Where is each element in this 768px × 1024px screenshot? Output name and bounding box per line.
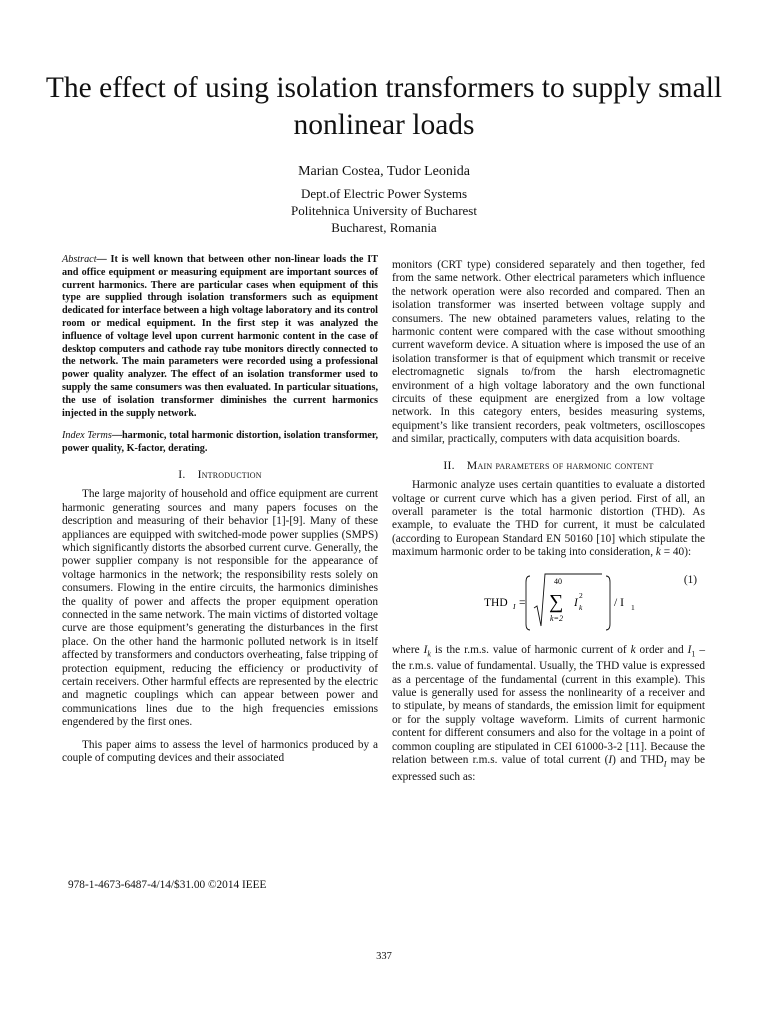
eq-term-sup: 2	[579, 590, 583, 600]
index-terms-lead: Index Terms	[62, 430, 112, 442]
author-department: Dept.of Electric Power Systems	[300, 186, 468, 201]
author-names: Marian Costea, Tudor Leonida	[298, 164, 470, 179]
equation-1	[392, 568, 705, 638]
eq-right-paren	[606, 576, 610, 630]
section-2-title: Main parameters of harmonic content	[466, 457, 654, 472]
eq-div-sub: 1	[631, 602, 635, 612]
section-1-title: Introduction	[197, 466, 262, 481]
page-number: 337	[376, 951, 392, 962]
abstract-text: — It is well known that between other non-linear loads the IT and office equipment or measuring equipment are important sources of current harmonics. There are particular cases when equipment of this type are supplied through isolation transformers such as equipment dedicated for interface between a high voltage laboratory and its control room or medical equipment. In the first step it was analyzed the influence of voltage level upon current harmonic content in the case of desktop computers and cathode ray tube monitors directly connected to the network. The main parameters were recorded using a professional power quality analyzer. The effect of an isolation transformer used to supply the same consumers was then evaluated. In particular situations, the use of isolation transformer diminishes the current harmonics injected in the supply network.	[62, 254, 378, 419]
eq-div: / I	[614, 596, 624, 609]
isbn-copyright: 978-1-4673-6487-4/14/$31.00 ©2014 IEEE	[68, 879, 267, 891]
left-column	[62, 254, 378, 765]
section-2-heading	[392, 459, 705, 472]
equation-number: (1)	[683, 573, 697, 586]
author-block	[0, 163, 768, 236]
eq-lhs-sub: I	[513, 601, 516, 611]
eq-sqrt-sign	[534, 574, 602, 626]
eq-sum-lower: k=2	[550, 613, 563, 623]
section-2-paragraph-1: Harmonic analyze uses certain quantities to evaluate a distorted voltage or current curve which has a given period. First of all, an overall parameter is the total harmonic distortion (THD). As example, to evaluate the THD for current, it must be calculated (according to European Standard EN 50160 [10] which stipulate the maximum harmonic order to be taking into consideration, k = 40):	[392, 479, 705, 559]
eq-sum-sign: ∑	[549, 590, 564, 613]
intro-paragraph-1: The large majority of household and office equipment are current harmonic generating sources and many papers focuses on the description and measuring of their behavior [1]-[9]. Many of these appliances are equipped with switched-mode power supplies (SMPS) which significantly distorts the absorbed current curve. Generally, the power supplier company is not responsible for the appearance of voltage harmonics in the network; the responsibility rests solely on consumers. Flowing in the entire circuits, the harmonics diminishes the quality of power and affects the proper equipment operation connected in the same network. The main victims of distorted voltage curve are those equipment’s generating the disturbances in the first place. On the other hand the harmonic polluted network is in itself affected by transformers and conductors overheating, false tripping of protection equipment, reducing the efficiency or productivity of certain receivers. Other harmful effects are represented by the electric and magnetic couplings which can appear between power and communications lines due to the high frequencies emissions engendered by the first ones.	[62, 488, 378, 729]
svg-text:=: =	[519, 596, 526, 609]
intro-paragraph-continued: monitors (CRT type) considered separately and then together, fed from the same network. Other electrical parameters which influence the network operation were also recorded and compared. Then an isolation transformer was inserted between voltage supply and consumers. The new obtained parameters values, relating to the harmonic content were compared with the case without smoothing current waveform device. A situation where is imposed the use of an isolation transformer is that of equipment which transmit or receive electromagnetic signals to/from the harsh electromagnetic environment of a high voltage laboratory and the own functional circuits of these equipment are energized from a low voltage network. In this category enters, besides measuring systems, equipment’s like transient recorders, peak voltmeters, oscilloscopes and similar, practically, computers with data acquisition boards.	[392, 259, 705, 446]
eq-term: I	[574, 596, 578, 609]
author-city: Bucharest, Romania	[331, 220, 437, 235]
author-university: Politehnica University of Bucharest	[291, 203, 477, 218]
section-2-paragraph-2: where $I_k$ is the r.m.s. value of harmonic current of k order and $I_1$ – the r.m.s. value of fundamental. Usually, the THD value is expressed as a percentage of the fundamental (current in this example). This value is generally used for assess the nonlinearity of a receiver and to stipulate, by means of standards, the emission limit for equipment or for the supply voltage waveform. Limits of current harmonic content for different consumers and also for the voltage in a point of common coupling are stipulated in CEI 61000-3-2 [11]. Because the relation between r.m.s. value of total current (I) and $THD_I$ may be expressed such as:	[392, 643, 706, 783]
section-1-number: I.	[178, 466, 186, 481]
eq-term-sub: k	[579, 602, 583, 612]
index-terms	[62, 430, 378, 456]
thd-equation	[484, 568, 654, 638]
section-1-heading	[62, 468, 378, 481]
abstract-lead: Abstract	[62, 254, 97, 265]
section-2-number: II.	[443, 457, 455, 472]
eq-left-paren	[526, 576, 530, 630]
index-terms-text: —harmonic, total harmonic distortion, isolation transformer, power quality, K-factor, derating.	[62, 430, 378, 455]
paper-title: The effect of using isolation transformers to supply small nonlinear loads	[45, 72, 723, 141]
eq-sum-upper: 40	[554, 576, 562, 586]
abstract	[62, 254, 378, 420]
right-column	[392, 259, 705, 784]
eq-lhs: THD	[484, 596, 508, 609]
intro-paragraph-2: This paper aims to assess the level of harmonics produced by a couple of computing devices and their associated	[62, 738, 378, 765]
